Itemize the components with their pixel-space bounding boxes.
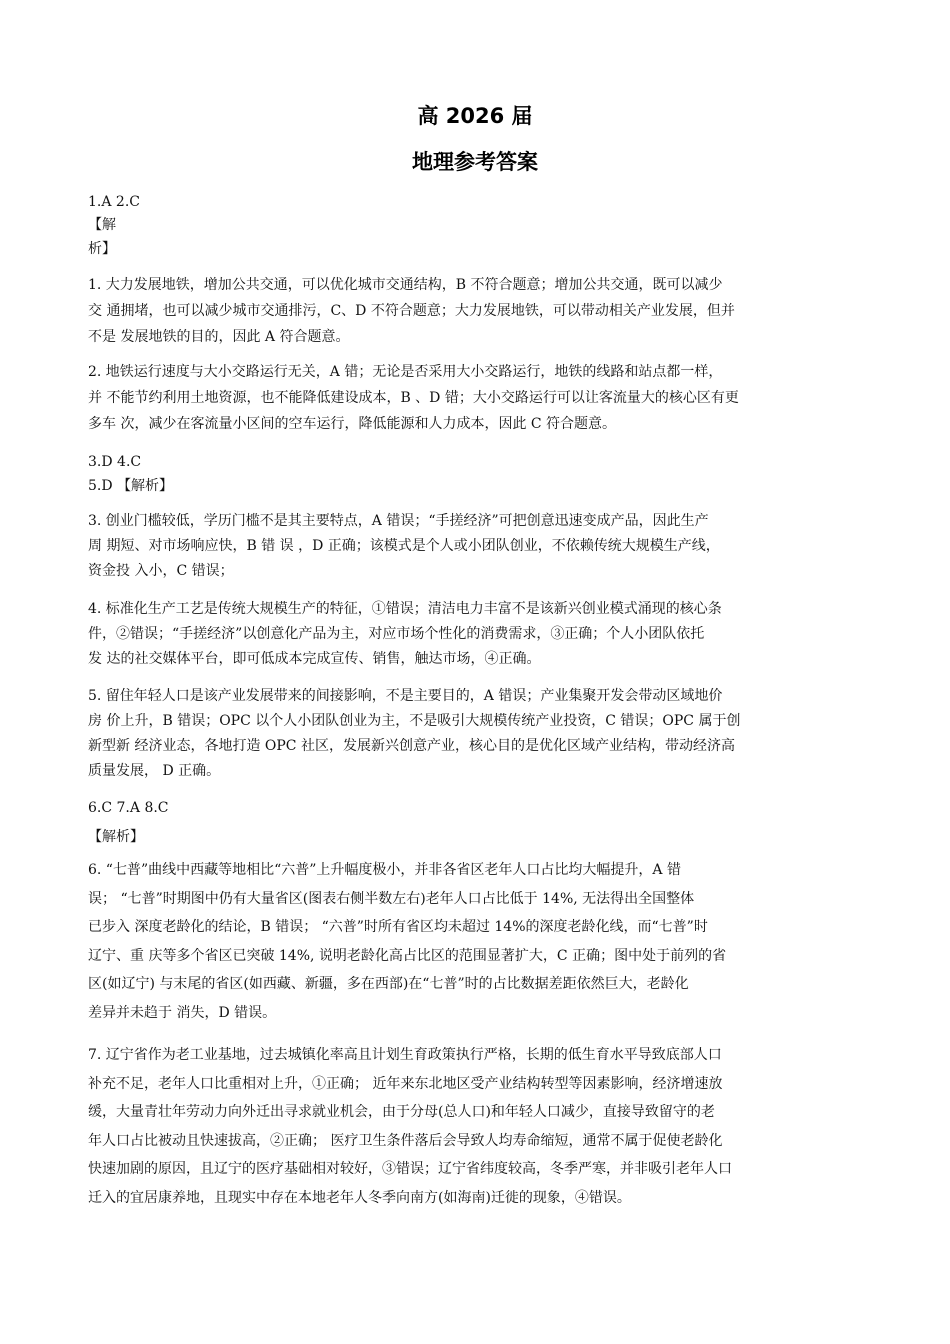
analysis-label-1a: 【解 [88,217,116,233]
text-line: 缓，大量青壮年劳动力向外迁出寻求就业机会，由于分母(总人口)和年轻人口减少，直接导致留守的老 [88,1104,715,1120]
text-line: 6. “七普”曲线中西藏等地相比“六普”上升幅度极小，并非各省区老年人口占比均大幅提升，A 错 [88,862,681,878]
text-line: 周 期短、对市场响应快，B 错 误 ，D 正确；该模式是个人或小团队创业，不依赖传统大规模生产线， [88,538,720,554]
text-line: 新型新 经济业态，各地打造 OPC 社区，发展新兴创意产业，核心目的是优化区域产业结构，带动经济高 [88,738,735,754]
text-line: 4. 标准化生产工艺是传统大规模生产的特征，①错误；清洁电力丰富不是该新兴创业模式涌现的核心条 [88,601,722,617]
text-line: 7. 辽宁省作为老工业基地，过去城镇化率高且计划生育政策执行严格，长期的低生育水平导致底部人口 [88,1047,722,1063]
document-title: 高 2026 届 [417,104,533,128]
text-line: 已步入 深度老龄化的结论，B 错误； “六普”时所有省区均未超过 14%的深度老龄化线，而“七普”时 [88,919,708,935]
answers-1-2: 1.A 2.C [88,194,140,210]
text-line: 差异并未趋于 消失，D 错误。 [88,1004,277,1021]
answers-3-4: 3.D 4.C [88,454,142,470]
explanation-q6 [88,856,862,1027]
text-line: 5. 留住年轻人口是该产业发展带来的间接影响，不是主要目的，A 错误；产业集聚开发会带动区域地价 [88,688,723,704]
text-line: 快速加剧的原因，且辽宁的医疗基础相对较好，③错误；辽宁省纬度较高，冬季严寒，并非吸引老年人口 [88,1161,732,1177]
text-line: 2. 地铁运行速度与大小交路运行无关，A 错；无论是否采用大小交路运行，地铁的线路和站点都一样， [88,364,723,380]
text-line: 并 不能节约利用土地资源，也不能降低建设成本，B 、D 错；大小交路运行可以让客流量大的核心区有更 [88,390,739,406]
explanation-q3 [88,509,862,584]
text-line: 3. 创业门槛较低，学历门槛不是其主要特点，A 错误；“手搓经济”可把创意迅速变成产品，因此生产 [88,513,709,529]
text-line: 发 达的社交媒体平台，即可低成本完成宣传、销售，触达市场，④正确。 [88,651,541,667]
text-line: 交 通拥堵，也可以减少城市交通排污，C、D 不符合题意；大力发展地铁，可以带动相关产业发展，但并 [88,303,735,319]
analysis-label-1b: 析】 [88,241,116,257]
explanation-q7 [88,1041,862,1212]
text-line: 迁入的宜居康养地，且现实中存在本地老年人冬季向南方(如海南)迁徙的现象，④错误。 [88,1189,631,1206]
explanation-q2 [88,359,862,437]
text-line: 资金投 入小，C 错误； [88,563,234,579]
answers-6-8: 6.C 7.A 8.C [88,800,169,816]
text-line: 年人口占比被动且快速拔高，②正确； 医疗卫生条件落后会导致人均寿命缩短，通常不属于促使老龄化 [88,1132,723,1149]
text-line: 区(如辽宁) 与末尾的省区(如西藏、新疆，多在西部)在“七普”时的占比数据差距依然巨大，老龄化 [88,976,689,992]
text-line: 质量发展， D 正确。 [88,763,221,779]
text-line: 件，②错误；“手搓经济”以创意化产品为主，对应市场个性化的消费需求，③正确；个人小团队依托 [88,626,705,642]
document-subtitle: 地理参考答案 [412,150,538,174]
text-line: 误； “七普”时期图中仍有大量省区(图表右侧半数左右)老年人口占比低于 14%, 无法得出全国整体 [88,890,695,907]
analysis-label-3: 【解析】 [88,829,144,845]
text-line: 房 价上升，B 错误；OPC 以个人小团队创业为主，不是吸引大规模传统产业投资，C 错误；OPC 属于创 [88,713,741,729]
text-line: 补充不足，老年人口比重相对上升，①正确； 近年来东北地区受产业结构转型等因素影响，经济增速放 [88,1075,723,1092]
answers-5: 5.D 【解析】 [88,478,174,494]
text-line: 不是 发展地铁的目的，因此 A 符合题意。 [88,329,350,345]
explanation-q4 [88,597,862,672]
text-line: 辽宁、重 庆等多个省区已突破 14%, 说明老龄化高占比区的范围显著扩大，C 正确；图中处于前列的省 [88,947,727,964]
explanation-q1 [88,272,862,350]
explanation-q5 [88,684,862,784]
text-line: 1. 大力发展地铁，增加公共交通，可以优化城市交通结构，B 不符合题意；增加公共交通，既可以减少 [88,277,723,293]
text-line: 多车 次，减少在客流量小区间的空车运行，降低能源和人力成本，因此 C 符合题意。 [88,416,617,432]
